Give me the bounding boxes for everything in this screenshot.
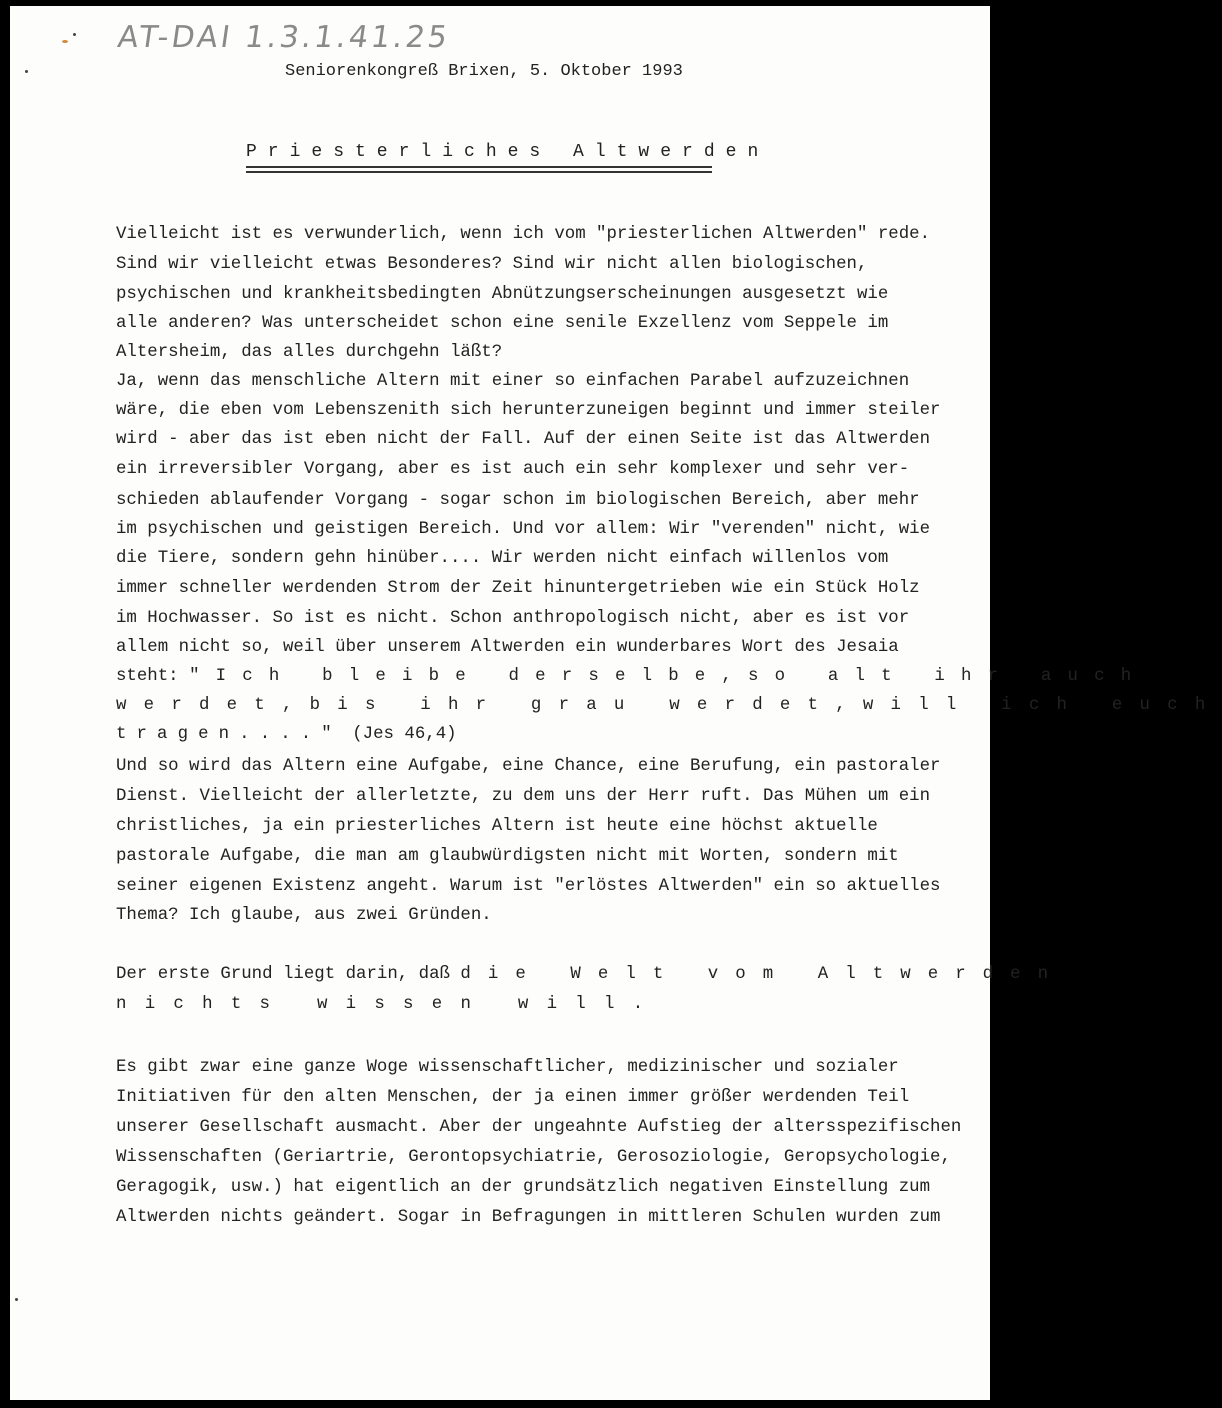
- text-line: Und so wird das Altern eine Aufgabe, eine Chance, eine Berufung, ein pastoraler: [116, 757, 941, 776]
- text-line: ein irreversibler Vorgang, aber es ist auch ein sehr komplexer und sehr ver-: [116, 460, 910, 479]
- text-line: Sind wir vielleicht etwas Besonderes? Sind wir nicht allen biologischen,: [116, 255, 868, 274]
- archive-stamp: AT-DAI 1.3.1.41.25: [115, 20, 453, 55]
- grund-emphasis: die Welt vom Altwerden: [460, 965, 1066, 984]
- text-line: wäre, die eben vom Lebenszenith sich herunterzuneigen beginnt und immer steiler: [116, 401, 941, 420]
- dot-mark: [25, 70, 28, 73]
- text-line: Thema? Ich glaube, aus zwei Gründen.: [116, 906, 492, 925]
- pen-mark: [62, 40, 68, 43]
- text-line: christliches, ja ein priesterliches Altern ist heute eine höchst aktuelle: [116, 817, 878, 836]
- title-double-underline: [246, 166, 712, 173]
- text-line: unserer Gesellschaft ausmacht. Aber der ungeahnte Aufstieg der altersspezifischen: [116, 1118, 962, 1137]
- text-line: im psychischen und geistigen Bereich. Und vor allem: Wir "verenden" nicht, wie: [116, 520, 931, 539]
- text-line: schieden ablaufender Vorgang - sogar schon im biologischen Bereich, aber mehr: [116, 491, 920, 510]
- grund-emphasis-line: nichts wissen will.: [116, 995, 662, 1014]
- quote-line: [116, 668, 1147, 685]
- text-line: alle anderen? Was unterscheidet schon eine senile Exzellenz vom Seppele im: [116, 314, 889, 333]
- dot-mark: [73, 33, 76, 36]
- text-line: immer schneller werdenden Strom der Zeit hinuntergetrieben wie ein Stück Holz: [116, 579, 920, 598]
- quote-line: werdet,bis ihr grau werdet,will ich euch: [116, 696, 1222, 715]
- text-line: wird - aber das ist eben nicht der Fall. Auf der einen Seite ist das Altwerden: [116, 430, 931, 449]
- page-title: Priesterliches Altwerden: [246, 142, 770, 162]
- quote-reference: (Jes 46,4): [341, 725, 457, 744]
- text-line: Es gibt zwar eine ganze Woge wissenschaftlicher, medizinischer und sozialer: [116, 1058, 899, 1077]
- text-line: allem nicht so, weil über unserem Altwerden ein wunderbares Wort des Jesaia: [116, 638, 899, 657]
- text-line: Geragogik, usw.) hat eigentlich an der grundsätzlich negativen Einstellung zum: [116, 1178, 931, 1197]
- text-line: Wissenschaften (Geriartrie, Gerontopsychiatrie, Gerosoziologie, Geropsychologie,: [116, 1148, 951, 1167]
- text-line: im Hochwasser. So ist es nicht. Schon anthropologisch nicht, aber es ist vor: [116, 609, 910, 628]
- text-line: Altwerden nichts geändert. Sogar in Befragungen in mittleren Schulen wurden zum: [116, 1208, 941, 1227]
- text-line: Dienst. Vielleicht der allerletzte, zu dem uns der Herr ruft. Das Mühen um ein: [116, 787, 931, 806]
- quote-intro: steht:: [116, 667, 190, 686]
- quote-text: tragen....": [116, 725, 342, 744]
- text-line: seiner eigenen Existenz angeht. Warum ist "erlöstes Altwerden" ein so aktuelles: [116, 877, 941, 896]
- text-line: pastorale Aufgabe, die man am glaubwürdigsten nicht mit Worten, sondern mit: [116, 847, 899, 866]
- text-line: Ja, wenn das menschliche Altern mit einer so einfachen Parabel aufzuzeichnen: [116, 372, 910, 391]
- text-line: psychischen und krankheitsbedingten Abnützungserscheinungen ausgesetzt wie: [116, 285, 889, 304]
- document-page: [10, 6, 1222, 1400]
- dot-mark: [15, 1298, 18, 1301]
- grund-intro: Der erste Grund liegt darin, daß: [116, 965, 461, 984]
- text-line: Initiativen für den alten Menschen, der ja einen immer größer werdenden Teil: [116, 1088, 910, 1107]
- text-line: Altersheim, das alles durchgehn läßt?: [116, 343, 503, 362]
- header-date-line: Seniorenkongreß Brixen, 5. Oktober 1993: [285, 62, 683, 81]
- grund-line: [116, 966, 1065, 983]
- quote-text: "Ich bleibe derselbe,so alt ihr auch: [189, 667, 1148, 686]
- quote-line: [116, 726, 457, 743]
- text-line: die Tiere, sondern gehn hinüber.... Wir werden nicht einfach willenlos vom: [116, 549, 889, 568]
- text-line: Vielleicht ist es verwunderlich, wenn ich vom "priesterlichen Altwerden" rede.: [116, 225, 931, 244]
